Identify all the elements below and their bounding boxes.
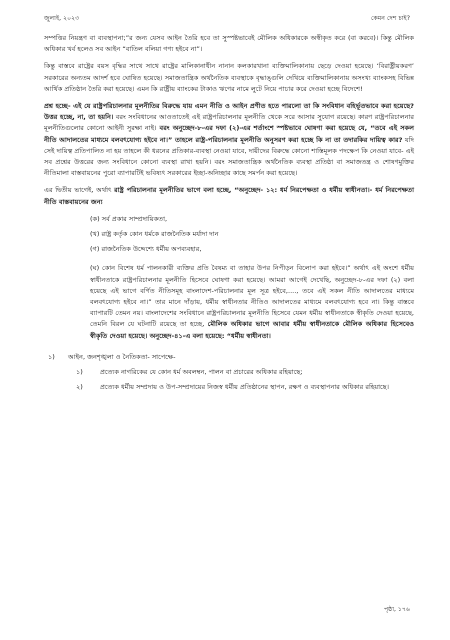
header-title: কেমন দেশ চাই? <box>371 15 410 22</box>
section-number: ১) <box>48 352 55 361</box>
paragraph-4-emphasis: রাষ্ট্র পরিচালনার মূলনীতির ভাগে বলা হচ্ছে, “অনুচ্ছেদ- ১২: ধর্ম নিরপেক্ষতা ও ধর্মীয় স্বাধীনতা।- ধর্ম নিরপেক্ষতা নীতি বাস্তবায়নের জন্য <box>44 186 414 206</box>
document-body <box>44 33 414 397</box>
paragraph-5-emphasis: মৌলিক অধিকার ভাগে আবার ধর্মীয় স্বাধীনতাকে মৌলিক অধিকার হিসেবেও স্বীকৃতি দেওয়া হয়েছে। অনুচ্ছেদ-৪১-এ বলা হয়েছে: “ধর্মীয় স্বাধীনতা। <box>90 320 414 340</box>
paragraph-3-emphasis: বরং অনুচ্ছেদ-৮-এর দফা (২)-এর শর্তাংশে স্পষ্টভাবে ঘোষণা করা হয়েছে যে, “তবে এই সকল নীতি আদালতের মাধ্যমে বলবৎযোগ্য হইবে না।” তাহলে রাষ্ট্র-পরিচালনার মূলনীতি অনুসরণ করা হচ্ছে কি না তা তদারকির দায়িত্ব কার? <box>44 124 415 144</box>
list-item <box>68 367 414 378</box>
paragraph-3-text-b: যদি সেই দায়িত্ব প্রতিপালিত না হয় তাহলে কী ধরনের প্রতিকার-ব্যবস্থা নেওয়া যাবে, দায়ীদের বিরুদ্ধে কোনো শাস্তিমূলক পদক্ষেপ কি নেওয়া যাবে- এই সব প্রশ্নের উত্তরের জন্য সংবিধানে কোনো ব্যবস্থা রাখা হয়নি। বরং সমাজতান্ত্রিক অর্থনৈতিক ব্যবস্থা প্রতিষ্ঠা বা সমাজতন্ত্র ও শোষণমুক্তির নীতিমালা বাস্তবায়নের পুরো ব্যাপারটিই ভবিষ্যৎ সরকারের ইচ্ছা-অনিচ্ছার কাছে সমর্পন করা হয়েছে। <box>44 135 414 178</box>
section-title: আইন, জনশৃঙ্খলা ও নৈতিকতা- সাপেক্ষে- <box>68 352 176 361</box>
item-number: ১) <box>76 368 83 377</box>
section-items <box>68 367 414 393</box>
header-date: জুলাই, ২০২৩ <box>44 15 80 22</box>
paragraph-3-text-a: বরং সংবিধানের আওতাতেই এই রাষ্ট্রপরিচালনার মূলনীতি থেকে সরে আসার সুযোগ রয়েছে। কারণ রাষ্ট্রপরিচালনার মূলনীতিগুলোর কোনো আইনী সুরক্ষা নাই। <box>44 113 415 133</box>
paragraph-4 <box>44 185 414 207</box>
item-text: প্রত্যেক নাগরিকের যে কোন ধর্ম অবলম্বন, পালন বা প্রচারের অধিকার রহিয়াছে; <box>100 368 303 377</box>
page-number: পৃষ্ঠা, ১৭৬ <box>383 606 410 613</box>
paragraph-3 <box>44 101 414 179</box>
paragraph-5-text: (ঘ) কোন বিশেষ ধর্ম পালনকারী ব্যক্তির প্রতি বৈষম্য বা তাহার উপর নিপীড়ন বিলোপ করা হইবে।” অর্থাৎ এই অংশে ধর্মীয় স্বাধীনতাকে রাষ্ট্রপরিচালনার মূলনীতি হিসেবে ঘোষণা করা হয়েছে। আমরা আগেই দেখেছি, অনুচ্ছেদ-৮-এর দফা (২) বলা হয়েছে এই ভাগে বর্ণিত নীতিসমূহ বাংলাদেশ-পরিচালনার মূল সূত্র হইবে,...., তবে এই সকল নীতি আদালতের মাধ্যমে বলবৎযোগ্য হইবে না।” তার মানে দাঁড়ায়, ধর্মীয় স্বাধীনতার নীতিও আদালতের মাধ্যমে বলবৎযোগ্য হবে না। কিন্তু বাস্তবে ব্যাপারটি তেমন নয়। বাংলাদেশের সংবিধানে রাষ্ট্রপরিচালনার মূলনীতি হিসেবে যেমন ধর্মীয় স্বাধীনতাকে স্বীকৃতি দেওয়া হয়েছে, তেমনি বিরল যে ঘটনাটি রয়েছে তা হচ্ছে, <box>90 264 414 329</box>
list-item: (ক) সর্ব প্রকার সাম্প্রদায়িকতা, <box>90 214 168 223</box>
paragraph-1: সম্পত্তির নিয়ন্ত্রণ বা ব্যবস্থাপনা;”র জন্য যেসব আইন তৈরি হবে তা সুস্পষ্টভাবেই মৌলিক অধিকারকে অস্বীকৃত করে (বা করবে)। কিন্তু মৌলিক অধিকার খর্ব হলেও সব আইন “বাতিল বলিয়া গণ্য হইবে না”। <box>44 34 414 54</box>
clause-list <box>90 214 414 256</box>
item-number: ২) <box>76 383 83 392</box>
paragraph-3-question: প্রশ্ন হচ্ছে- এই যে রাষ্ট্রপরিচালনার মূলনীতির বিরুদ্ধে যায় এমন নীতি ও আইন প্রণীত হতে পারলো তা কি সংবিধান বহির্ভূতভাবে করা হয়েছে? উত্তর হচ্ছে, না, তা হয়নি। <box>44 102 414 122</box>
list-item: (গ) রাজনৈতিক উদ্দেশ্যে ধর্মীয় অপব্যবহার, <box>90 245 202 254</box>
section-heading <box>44 352 414 363</box>
list-item: (খ) রাষ্ট্র কর্তৃক কোন ধর্মকে রাজনৈতিক মর্যাদা দান <box>90 230 219 239</box>
paragraph-5 <box>90 263 414 341</box>
paragraph-2: কিন্তু বাস্তবে রাষ্ট্রের বয়স বৃদ্ধির সাথে সাথে রাষ্ট্রের মালিকানাধীন নানান কলকারখানা ব্যক্তিমালিকানায় ছেড়ে দেওয়া হয়েছে। ‘বিরাষ্ট্রীয়করণ’ সরকারের অন্যতম আদর্শ হবে ঘোষিত হয়েছে। সমাজতান্ত্রিক অর্থনৈতিক ব্যবস্থাকে বৃদ্ধাঙ্গুলি দেখিয়ে ব্যক্তিমালিকানায় অসংখ্য ব্যাংকসহ বিভিন্ন আর্থিক প্রতিষ্ঠান তৈরি করা হয়েছে। এমন কি রাষ্ট্রীয় ব্যাংকের টাকাও ঋণের নামে লুটে নিয়ে পাচার করে দেওয়া হচ্ছে বিদেশে! <box>44 62 414 93</box>
item-text: প্রত্যেক ধর্মীয় সম্প্রদায় ও উপ-সম্প্রদায়ের নিজস্ব ধর্মীয় প্রতিষ্ঠানের স্থাপন, রক্ষণ ও ব্যবস্থাপনার অধিকার রহিয়াছে। <box>100 383 389 392</box>
paragraph-4-text: এর দ্বিতীয় ভাগেই, অর্থাৎ <box>44 186 115 195</box>
list-item <box>68 382 414 393</box>
